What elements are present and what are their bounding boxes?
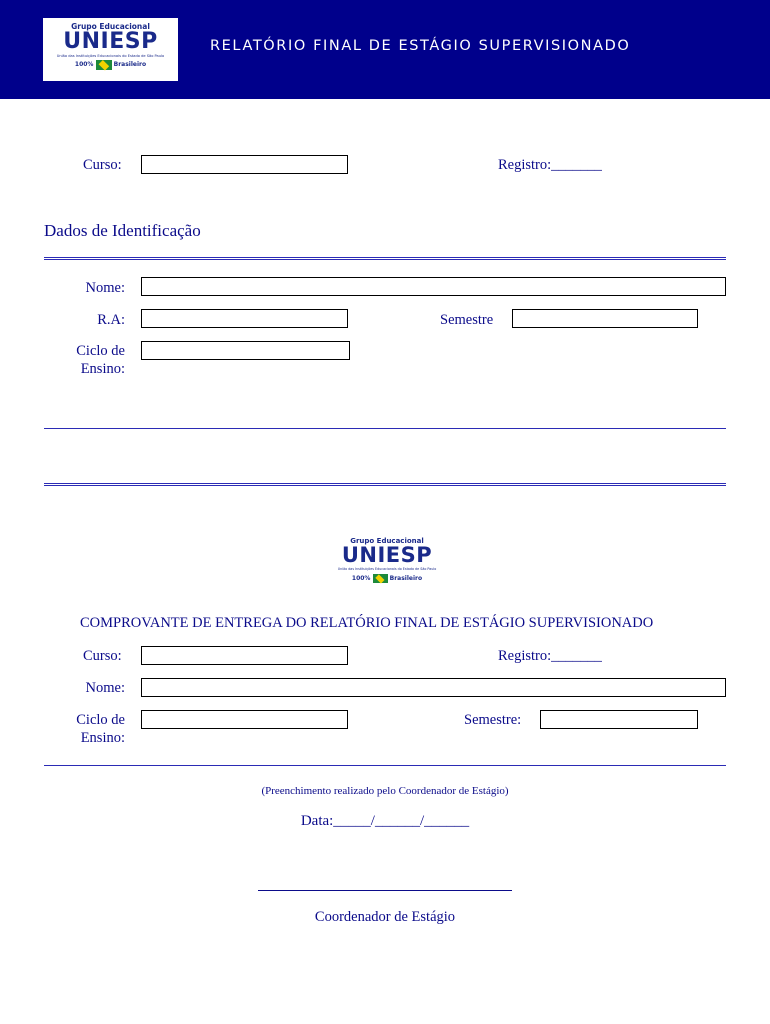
logo-group-text: Grupo Educacional — [350, 537, 424, 545]
logo-subtitle-text: União das Instituições Educacionais do Estado de São Paulo — [56, 54, 165, 58]
logo-badge-left: 100% — [74, 61, 94, 68]
comprovante-registro-label: Registro:_______ — [498, 648, 602, 664]
divider — [44, 765, 726, 766]
ciclo-field[interactable] — [141, 341, 350, 360]
page-title: RELATÓRIO FINAL DE ESTÁGIO SUPERVISIONADO — [210, 38, 631, 54]
ra-field[interactable] — [141, 309, 348, 328]
uniesp-logo-receipt — [328, 537, 446, 597]
section-title-identificacao: Dados de Identificação — [44, 221, 201, 240]
ciclo-label-line2: Ensino: — [80, 361, 125, 377]
nome-label: Nome: — [85, 280, 125, 296]
uniesp-logo — [43, 18, 178, 81]
brazil-flag-icon — [96, 60, 112, 70]
logo-brand-text: UNIESP — [63, 29, 158, 54]
nome-field[interactable] — [141, 277, 726, 296]
logo-brand-text: UNIESP — [341, 543, 433, 567]
logo-badge-right: Brasileiro — [113, 61, 147, 68]
logo-group-text: Grupo Educacional — [71, 22, 150, 31]
divider — [44, 428, 726, 429]
logo-badge — [328, 572, 446, 586]
signature-label: Coordenador de Estágio — [314, 909, 456, 925]
comprovante-nome-field[interactable] — [141, 678, 726, 697]
signature-line[interactable] — [258, 890, 512, 891]
comprovante-semestre-label: Semestre: — [464, 712, 522, 728]
divider — [44, 483, 726, 486]
semestre-label: Semestre — [440, 312, 494, 328]
comprovante-curso-field[interactable] — [141, 646, 348, 665]
comprovante-ciclo-label-line2: Ensino: — [80, 730, 125, 746]
ra-label: R.A: — [97, 312, 125, 328]
brazil-flag-icon — [373, 574, 388, 583]
logo-badge-right: Brasileiro — [389, 575, 423, 582]
comprovante-ciclo-field[interactable] — [141, 710, 348, 729]
semestre-field[interactable] — [512, 309, 698, 328]
section-title-comprovante: COMPROVANTE DE ENTREGA DO RELATÓRIO FINAL DE ESTÁGIO SUPERVISIONADO — [80, 615, 654, 631]
comprovante-nome-label: Nome: — [85, 680, 125, 696]
logo-badge — [43, 59, 178, 71]
comprovante-semestre-field[interactable] — [540, 710, 698, 729]
logo-badge-left: 100% — [351, 575, 371, 582]
comprovante-curso-label: Curso: — [83, 648, 122, 664]
coordinator-note: (Preenchimento realizado pelo Coordenador de Estágio) — [261, 785, 509, 797]
data-field-text: Data:_____/______/______ — [300, 813, 470, 829]
logo-subtitle-text: União das Instituições Educacionais do Estado de São Paulo — [337, 567, 437, 571]
registro-label: Registro:_______ — [498, 157, 602, 173]
comprovante-ciclo-label-line1: Ciclo de — [76, 712, 125, 728]
ciclo-label-line1: Ciclo de — [76, 343, 125, 359]
curso-label: Curso: — [83, 157, 122, 173]
curso-field[interactable] — [141, 155, 348, 174]
divider — [44, 257, 726, 260]
